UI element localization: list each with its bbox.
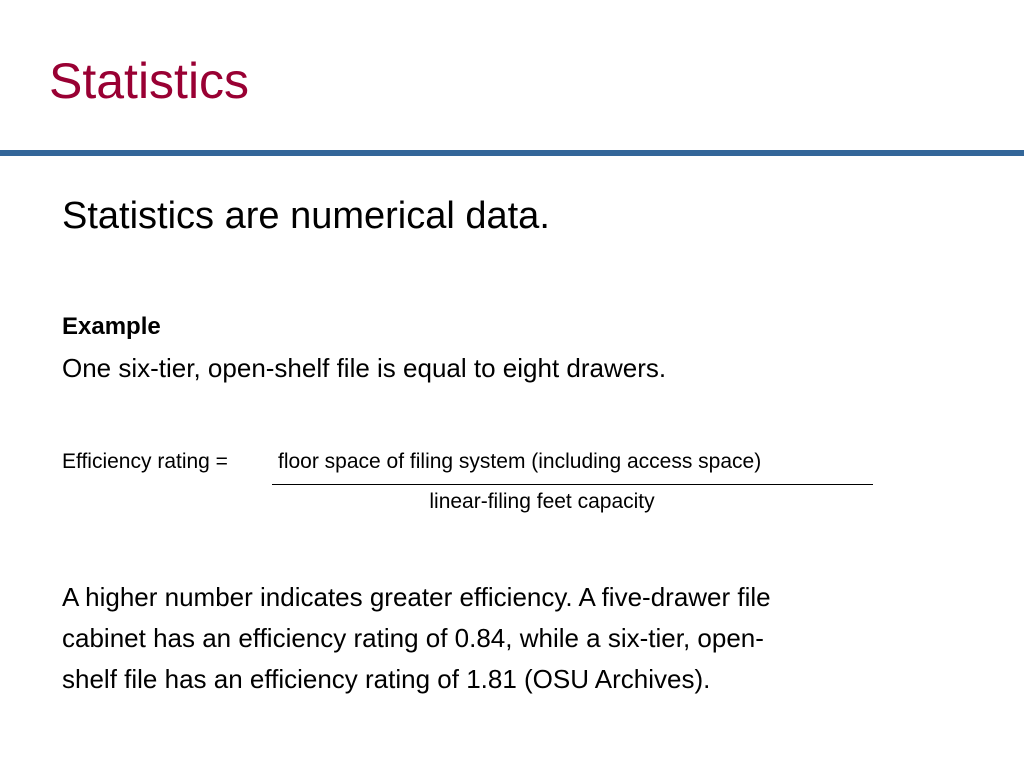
slide-title: Statistics <box>49 53 250 109</box>
conclusion-line: shelf file has an efficiency rating of 1.81 (OSU Archives). <box>62 664 711 694</box>
formula-denominator: linear-filing feet capacity <box>429 490 655 513</box>
conclusion-line: cabinet has an efficiency rating of 0.84, while a six-tier, open- <box>62 623 764 653</box>
example-heading: Example <box>62 313 161 340</box>
lead-statement: Statistics are numerical data. <box>62 195 550 237</box>
formula-label: Efficiency rating = <box>62 450 228 473</box>
formula-numerator: floor space of filing system (including access space) <box>278 450 762 473</box>
conclusion-line: A higher number indicates greater efficiency. A five-drawer file <box>62 582 771 612</box>
fraction-bar <box>272 484 873 485</box>
conclusion-paragraph <box>62 577 962 700</box>
example-text: One six-tier, open-shelf file is equal to eight drawers. <box>62 353 667 383</box>
title-divider <box>0 150 1024 156</box>
